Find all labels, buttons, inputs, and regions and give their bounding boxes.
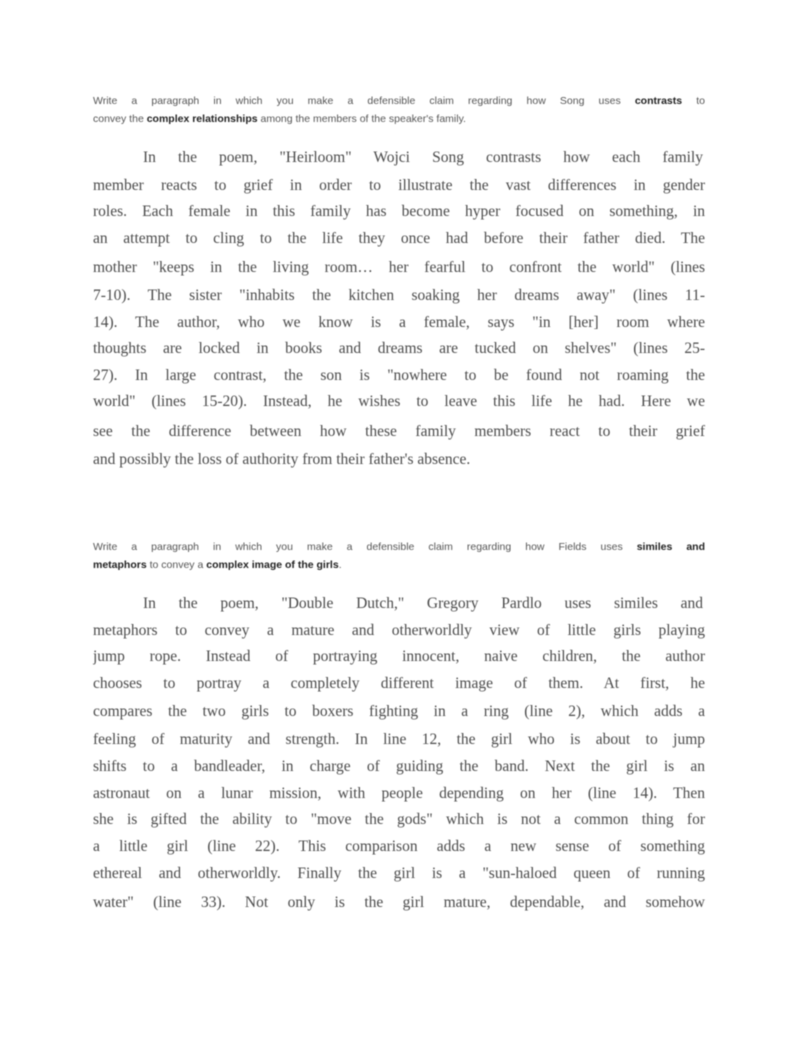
prompt-text: to bbox=[682, 95, 705, 107]
essay-line: roles. Each female in this family has become hyper focused on something, in bbox=[93, 203, 705, 220]
essay-line: she is gifted the ability to "move the gods" which is not a common thing for bbox=[93, 811, 705, 828]
essay-line: chooses to portray a completely different image of them. At first, he bbox=[93, 675, 705, 692]
prompt-bold-text: metaphors bbox=[93, 559, 147, 571]
prompt-1-line-1 bbox=[93, 94, 705, 108]
essay-line: feeling of maturity and strength. In line 12, the girl who is about to jump bbox=[93, 731, 705, 748]
prompt-2-line-1 bbox=[93, 540, 705, 554]
prompt-bold-text: complex image of the girls bbox=[206, 559, 339, 571]
essay-line: In the poem, "Heirloom" Wojci Song contrasts how each family bbox=[143, 149, 703, 166]
prompt-text: Write a paragraph in which you make a defensible claim regarding how Song uses bbox=[93, 95, 635, 107]
prompt-2-line-2 bbox=[93, 558, 705, 572]
prompt-text: to convey a bbox=[146, 559, 207, 571]
essay-line: 14). The author, who we know is a female, says "in [her] room where bbox=[93, 314, 705, 331]
essay-line: see the difference between how these family members react to their grief bbox=[93, 423, 705, 440]
essay-line: water" (line 33). Not only is the girl mature, dependable, and somehow bbox=[93, 894, 705, 911]
essay-line: ethereal and otherworldly. Finally the girl is a "sun-haloed queen of running bbox=[93, 865, 705, 882]
essay-line: member reacts to grief in order to illustrate the vast differences in gender bbox=[93, 177, 705, 194]
prompt-bold-text: contrasts bbox=[634, 95, 683, 107]
essay-line: shifts to a bandleader, in charge of guiding the band. Next the girl is an bbox=[93, 758, 705, 775]
prompt-bold-text: similes and bbox=[636, 541, 705, 553]
essay-line: mother "keeps in the living room… her fearful to confront the world" (lines bbox=[93, 259, 705, 276]
essay-line: 27). In large contrast, the son is "nowhere to be found not roaming the bbox=[93, 367, 705, 384]
essay-line: and possibly the loss of authority from their father's absence. bbox=[93, 451, 471, 468]
prompt-1-line-2 bbox=[93, 112, 705, 126]
essay-line: metaphors to convey a mature and otherworldly view of little girls playing bbox=[93, 622, 705, 639]
prompt-text: . bbox=[338, 559, 342, 571]
essay-line: thoughts are locked in books and dreams are tucked on shelves" (lines 25- bbox=[93, 340, 705, 357]
prompt-text: among the members of the speaker's family. bbox=[257, 113, 466, 125]
prompt-bold-text: complex relationships bbox=[146, 113, 258, 125]
essay-line: an attempt to cling to the life they once had before their father died. The bbox=[93, 230, 705, 247]
essay-line: 7-10). The sister "inhabits the kitchen soaking her dreams away" (lines 11- bbox=[93, 287, 705, 304]
essay-line: In the poem, "Double Dutch," Gregory Pardlo uses similes and bbox=[143, 595, 703, 612]
essay-line: jump rope. Instead of portraying innocent, naive children, the author bbox=[93, 648, 705, 665]
prompt-text: convey the bbox=[93, 113, 147, 125]
prompt-text: Write a paragraph in which you make a defensible claim regarding how Fields uses bbox=[93, 541, 637, 553]
essay-line: a little girl (line 22). This comparison adds a new sense of something bbox=[93, 838, 705, 855]
essay-line: astronaut on a lunar mission, with people depending on her (line 14). Then bbox=[93, 785, 705, 802]
essay-line: compares the two girls to boxers fighting in a ring (line 2), which adds a bbox=[93, 703, 705, 720]
essay-line: world" (lines 15-20). Instead, he wishes to leave this life he had. Here we bbox=[93, 393, 705, 410]
